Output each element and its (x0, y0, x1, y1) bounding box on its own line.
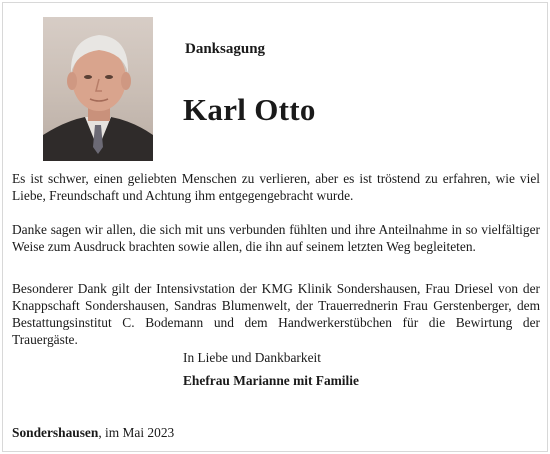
paragraph-2: Danke sagen wir allen, die sich mit uns verbunden fühlten und ihre Anteilnahme in so vielfältiger Weise zum Ausdruck brachten sowie allen, die ihn auf seinem letzten Weg begleiteten. (12, 222, 540, 254)
deceased-name: Karl Otto (183, 92, 316, 127)
footer-place-date (12, 425, 174, 441)
portrait-illustration (43, 17, 153, 161)
footer-place: Sondershausen (12, 425, 99, 440)
notice-heading: Danksagung (185, 41, 266, 57)
closing-line: In Liebe und Dankbarkeit (183, 350, 321, 365)
family-signature: Ehefrau Marianne mit Familie (183, 373, 359, 388)
paragraph-1: Es ist schwer, einen geliebten Menschen zu verlieren, aber es ist tröstend zu erfahren, wie viel Liebe, Freundschaft und Achtung ihm entgegengebracht wurde. (12, 171, 540, 203)
footer-date: , im Mai 2023 (98, 425, 175, 440)
paragraph-3: Besonderer Dank gilt der Intensivstation der KMG Klinik Sondershausen, Frau Driesel von der Knappschaft Sondershausen, Sandras Blumenwelt, der Trauerrednerin Frau Gerstenberger, dem Bestattungsinstitut C. Bodemann und dem Handwerkerstübchen für die Bewirtung der Trauergäste. (12, 281, 540, 347)
portrait-photo (43, 17, 153, 161)
